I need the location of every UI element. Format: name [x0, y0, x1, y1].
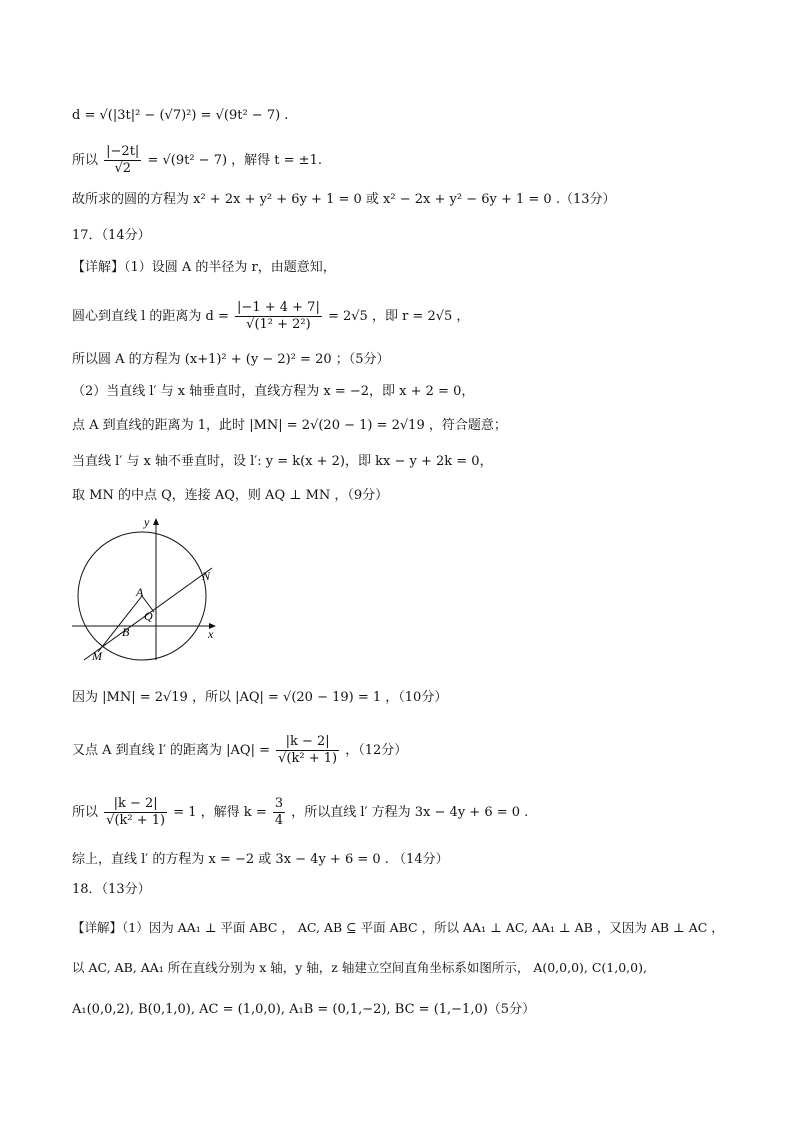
detail-17-circle-eq: 所以圆 A 的方程为 (x+1)² + (y − 2)² = 20 ；（5分）: [72, 352, 390, 367]
y-axis-arrow: [153, 518, 159, 525]
detail-17-AQ: 因为 |MN| = 2√19 ，所以 |AQ| = √(20 − 19) = 1 ，（10分）: [72, 690, 448, 705]
circle-diagram: [70, 512, 230, 664]
detail-18-vectors: A₁(0,0,2), B(0,1,0), AC = (1,0,0), A₁B = (0,1,−2), BC = (1,−1,0)（5分）: [72, 1002, 536, 1017]
detail-17-distance: [72, 300, 469, 333]
detail-17-solve-k: [72, 796, 528, 829]
denominator: √(k² + 1): [106, 813, 166, 828]
label-Q: Q: [144, 609, 153, 623]
detail-17-chord: 点 A 到直线的距离为 1，此时 |MN| = 2√(20 − 1) = 2√19 ，符合题意；: [72, 418, 507, 433]
text: 圆心到直线 l 的距离为 d =: [72, 309, 229, 324]
denominator: √(k² + 1): [278, 751, 338, 766]
detail-18-1: 【详解】（1）因为 AA₁ ⊥ 平面 ABC ， AC, AB ⊆ 平面 ABC ，所以 AA₁ ⊥ AC, AA₁ ⊥ AB ，又因为 AB ⊥ AC ，: [72, 920, 724, 935]
fraction-k: [273, 796, 285, 829]
numerator: |−1 + 4 + 7|: [237, 300, 320, 315]
numerator: |k − 2|: [104, 796, 167, 813]
problem-18-heading: 18．（13分）: [72, 882, 151, 897]
label-M: M: [92, 649, 102, 663]
denominator: √2: [114, 161, 132, 176]
label-A: A: [136, 585, 144, 599]
detail-17-1: 【详解】（1）设圆 A 的半径为 r，由题意知，: [72, 260, 336, 275]
fraction: [235, 300, 322, 333]
detail-18-coords: 以 AC, AB, AA₁ 所在直线分别为 x 轴，y 轴，z 轴建立空间直角坐标系如图所示， A(0,0,0), C(1,0,0),: [72, 960, 647, 975]
detail-17-distance-k: [72, 734, 407, 767]
numerator: |−2t|: [106, 144, 140, 159]
text: 所以: [72, 153, 99, 168]
problem-17-heading: 17．（14分）: [72, 228, 151, 243]
fraction: [276, 734, 339, 767]
label-y: y: [144, 515, 150, 529]
text: 又点 A 到直线 l′ 的距离为 |AQ| =: [72, 743, 270, 758]
denominator: √(1² + 2²): [246, 317, 311, 332]
detail-17-midpoint: 取 MN 的中点 Q，连接 AQ，则 AQ ⊥ MN ，（9分）: [72, 488, 389, 503]
detail-17-2: （2）当直线 l′ 与 x 轴垂直时，直线方程为 x = −2，即 x + 2 = 0，: [72, 384, 475, 399]
fraction: [104, 144, 141, 177]
text: = 1 ，解得 k =: [173, 805, 267, 820]
detail-17-slope-case: 当直线 l′ 与 x 轴不垂直时，设 l′: y = k(x + 2)，即 kx − y + 2k = 0，: [72, 454, 493, 469]
text: ，（12分）: [345, 743, 408, 758]
text: = 2√5 ，即 r = 2√5 ，: [327, 309, 470, 324]
circle-equation-answer: 故所求的圆的方程为 x² + 2x + y² + 6y + 1 = 0 或 x² − 2x + y² − 6y + 1 = 0 .（13分）: [72, 192, 616, 207]
text: 所以: [72, 805, 99, 820]
numerator: 3: [274, 796, 284, 811]
detail-17-summary: 综上，直线 l′ 的方程为 x = −2 或 3x − 4y + 6 = 0 . （14分）: [72, 852, 449, 867]
label-B: B: [122, 625, 130, 639]
label-N: N: [202, 569, 211, 583]
equation-distance: d = √(|3t|² − (√7)²) = √(9t² − 7) .: [72, 108, 289, 123]
equation-solve-t: [72, 144, 322, 177]
text: ，所以直线 l′ 方程为 3x − 4y + 6 = 0 .: [291, 805, 529, 820]
text: = √(9t² − 7) ，解得 t = ±1.: [147, 153, 322, 168]
numerator: |k − 2|: [276, 734, 339, 751]
fraction: [104, 796, 167, 829]
denominator: 4: [274, 813, 284, 828]
segment-AB: [98, 596, 142, 652]
label-x: x: [208, 627, 214, 641]
